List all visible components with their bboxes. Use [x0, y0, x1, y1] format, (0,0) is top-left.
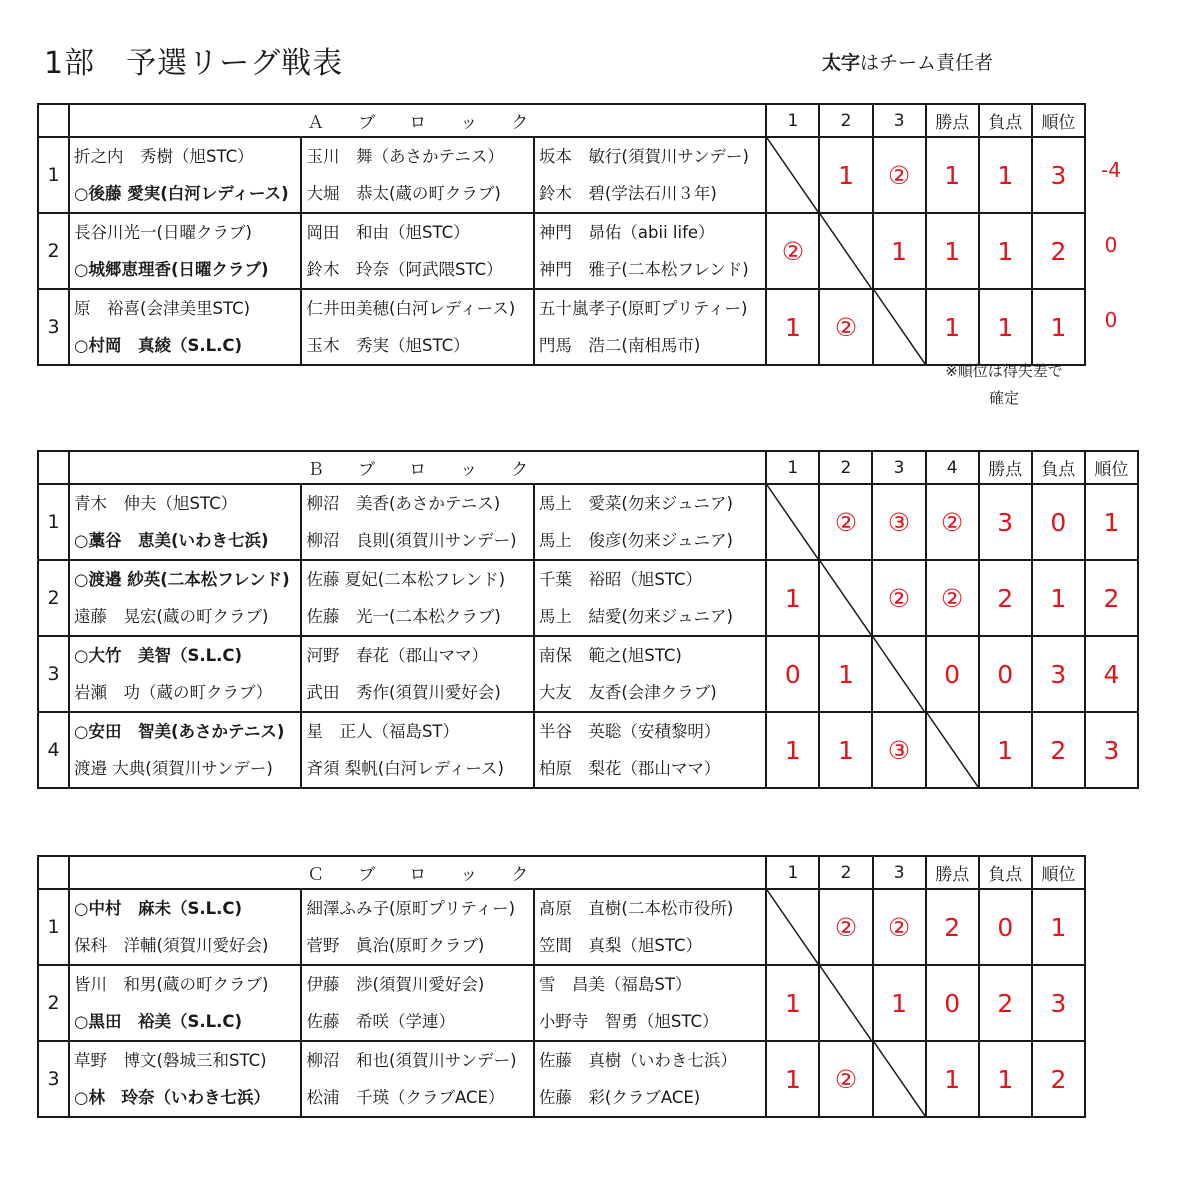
- player-name: 佐藤 真樹（いわき七浜）: [538, 1051, 737, 1070]
- score-cell: ②: [873, 889, 926, 965]
- pair-cell: [534, 712, 766, 788]
- self-match-diagonal: [873, 1041, 926, 1117]
- player-name: 雪 昌美（福島ST）: [538, 975, 692, 994]
- player-name: 長谷川光一(日曜クラブ): [74, 223, 252, 242]
- score-cell: 1: [819, 137, 872, 213]
- rank: 3: [1032, 965, 1085, 1041]
- loss-points: 1: [979, 289, 1032, 365]
- player-name: 皆川 和男(蔵の町クラブ): [74, 975, 269, 994]
- player-name: 馬上 結愛(勿来ジュニア): [538, 607, 733, 626]
- player-name: 五十嵐孝子(原町プリティー): [538, 299, 748, 318]
- win-points: 2: [926, 889, 979, 965]
- table-row: [38, 137, 1085, 213]
- score-cell: 1: [766, 965, 819, 1041]
- win-points: 1: [926, 289, 979, 365]
- block-name: Ａ ブ ロ ッ ク: [69, 104, 766, 137]
- player-name-captain: ○黒田 裕美（S.L.C): [74, 1012, 243, 1031]
- pair-cell: [301, 1041, 533, 1117]
- pair-cell: [534, 213, 766, 289]
- pair-cell: [301, 965, 533, 1041]
- player-name: 斉須 梨帆(白河レディース): [306, 759, 504, 778]
- player-name: 鈴木 碧(学法石川３年): [538, 184, 717, 203]
- self-match-diagonal: [766, 484, 819, 560]
- player-name: 菅野 眞治(原町クラブ): [306, 936, 485, 955]
- player-name: 柳沼 和也(須賀川サンデー): [306, 1051, 517, 1070]
- pair-cell: [301, 213, 533, 289]
- player-name: 河野 春花（郡山ママ）: [306, 646, 488, 665]
- legend-bold-text: 太字: [822, 52, 861, 74]
- player-name: 小野寺 智勇（旭STC）: [538, 1012, 719, 1031]
- score-cell: 1: [766, 712, 819, 788]
- pair-cell: [534, 889, 766, 965]
- rank: 2: [1032, 1041, 1085, 1117]
- header-col-2: 2: [819, 104, 872, 137]
- header-col-1: 1: [766, 451, 819, 484]
- self-match-diagonal: [873, 289, 926, 365]
- score-cell: ②: [819, 289, 872, 365]
- player-name-captain: ○大竹 美智（S.L.C): [74, 646, 243, 665]
- win-points: 0: [926, 965, 979, 1041]
- self-match-diagonal: [872, 636, 925, 712]
- rank: 2: [1085, 560, 1138, 636]
- table-row: [38, 560, 1138, 636]
- player-name: 細澤ふみ子(原町プリティー): [306, 899, 516, 918]
- rank: 4: [1085, 636, 1138, 712]
- player-name: 岡田 和由（旭STC）: [306, 223, 470, 242]
- self-match-diagonal: [766, 137, 819, 213]
- player-name: 玉川 舞（あさかテニス）: [306, 147, 504, 166]
- score-cell: 1: [873, 965, 926, 1041]
- loss-points: 2: [979, 965, 1032, 1041]
- player-name: 原 裕喜(会津美里STC): [74, 299, 251, 318]
- pair-cell: [534, 137, 766, 213]
- row-index: 2: [38, 213, 69, 289]
- row-index: 3: [38, 289, 69, 365]
- score-cell: 0: [926, 636, 979, 712]
- row-index: 2: [38, 560, 69, 636]
- player-name: 佐藤 希咲（学連）: [306, 1012, 455, 1031]
- player-name: 武田 秀作(須賀川愛好会): [306, 683, 501, 702]
- rank: 1: [1032, 889, 1085, 965]
- table-row: [38, 289, 1085, 365]
- table-row: [38, 636, 1138, 712]
- pair-cell: [301, 289, 533, 365]
- player-name: 半谷 英聡（安積黎明）: [538, 722, 721, 741]
- goal-difference: 0: [1104, 308, 1118, 332]
- loss-points: 0: [979, 889, 1032, 965]
- player-name-captain: ○中村 麻未（S.L.C): [74, 899, 243, 918]
- header-col-1: 1: [766, 856, 819, 889]
- row-index: 1: [38, 889, 69, 965]
- win-points: 2: [979, 560, 1032, 636]
- pair-cell: [69, 137, 301, 213]
- table-row: [38, 889, 1085, 965]
- block-b-table: [37, 450, 1139, 789]
- pair-cell: [301, 889, 533, 965]
- player-name: 玉木 秀実（旭STC）: [306, 336, 470, 355]
- player-name: 馬上 愛菜(勿来ジュニア): [538, 494, 733, 513]
- score-cell: 1: [819, 712, 872, 788]
- player-name-captain: ○林 玲奈（いわき七浜）: [74, 1088, 270, 1107]
- header-col-3: 3: [873, 104, 926, 137]
- block-c-table: [37, 855, 1086, 1118]
- player-name-captain: ○城郷恵理香(日曜クラブ): [74, 260, 269, 279]
- pair-cell: [69, 712, 301, 788]
- goal-difference: 0: [1104, 233, 1118, 257]
- score-cell: ③: [872, 484, 925, 560]
- score-cell: 1: [766, 1041, 819, 1117]
- player-name: 大友 友香(会津クラブ): [538, 683, 717, 702]
- score-cell: ②: [819, 1041, 872, 1117]
- pair-cell: [534, 1041, 766, 1117]
- header-col-4: 4: [926, 451, 979, 484]
- player-name: 柳沼 美香(あさかテニス): [306, 494, 501, 513]
- player-name: 岩瀬 功（蔵の町クラブ）: [74, 683, 273, 702]
- win-points: 0: [979, 636, 1032, 712]
- player-name-captain: ○後藤 愛実(白河レディース): [74, 184, 289, 203]
- player-name: 千葉 裕昭（旭STC）: [538, 570, 702, 589]
- block-name: Ｂ ブ ロ ッ ク: [69, 451, 766, 484]
- header-col-3: 3: [872, 451, 925, 484]
- pair-cell: [534, 965, 766, 1041]
- table-row: [38, 712, 1138, 788]
- header-loss-points: 負点: [979, 104, 1032, 137]
- score-cell: ②: [926, 484, 979, 560]
- score-cell: ②: [819, 484, 872, 560]
- player-name: 佐藤 彩(クラブACE): [538, 1088, 701, 1107]
- score-cell: 1: [819, 636, 872, 712]
- player-name: 大堀 恭太(蔵の町クラブ): [306, 184, 501, 203]
- header-rank: 順位: [1032, 104, 1085, 137]
- header-col-2: 2: [819, 451, 872, 484]
- self-match-diagonal: [766, 889, 819, 965]
- pair-cell: [301, 636, 533, 712]
- header-win-points: 勝点: [926, 104, 979, 137]
- pair-cell: [69, 213, 301, 289]
- table-row: [38, 1041, 1085, 1117]
- rank: 1: [1085, 484, 1138, 560]
- player-name: 門馬 浩二(南相馬市): [538, 336, 701, 355]
- pair-cell: [301, 484, 533, 560]
- self-match-diagonal: [819, 560, 872, 636]
- header-win-points: 勝点: [926, 856, 979, 889]
- pair-cell: [69, 560, 301, 636]
- score-cell: 1: [766, 289, 819, 365]
- player-name: 神門 昴佑（abii life）: [538, 223, 715, 242]
- rank: 2: [1032, 213, 1085, 289]
- loss-points: 1: [979, 1041, 1032, 1117]
- player-name: 青木 伸夫（旭STC）: [74, 494, 238, 513]
- header-rank: 順位: [1032, 856, 1085, 889]
- table-row: [38, 965, 1085, 1041]
- pair-cell: [301, 560, 533, 636]
- pair-cell: [534, 636, 766, 712]
- player-name: 笠間 真梨（旭STC）: [538, 936, 703, 955]
- pair-cell: [301, 712, 533, 788]
- player-name: 松浦 千瑛（クラブACE）: [306, 1088, 505, 1107]
- player-name-captain: ○村岡 真綾（S.L.C): [74, 336, 243, 355]
- row-index: 4: [38, 712, 69, 788]
- player-name: 仁井田美穂(白河レディース): [306, 299, 516, 318]
- loss-points: 2: [1032, 712, 1085, 788]
- player-name: 坂本 敏行(須賀川サンデー): [538, 147, 749, 166]
- goal-difference: -4: [1101, 158, 1121, 182]
- player-name: 佐藤 光一(二本松クラブ): [306, 607, 501, 626]
- page-title: 1部 予選リーグ戦表: [44, 46, 344, 81]
- header-col-1: 1: [766, 104, 819, 137]
- player-name: 遠藤 晃宏(蔵の町クラブ): [74, 607, 269, 626]
- score-cell: ②: [872, 560, 925, 636]
- pair-cell: [534, 289, 766, 365]
- loss-points: 3: [1032, 636, 1085, 712]
- pair-cell: [69, 636, 301, 712]
- header-rank: 順位: [1085, 451, 1138, 484]
- player-name: 柳沼 良則(須賀川サンデー): [306, 531, 517, 550]
- ranking-note: [924, 358, 1084, 412]
- row-index: 3: [38, 1041, 69, 1117]
- player-name: 渡邉 大典(須賀川サンデー): [74, 759, 273, 778]
- player-name: 南保 範之(旭STC): [538, 646, 682, 665]
- win-points: 1: [926, 213, 979, 289]
- win-points: 3: [979, 484, 1032, 560]
- header-loss-points: 負点: [1032, 451, 1085, 484]
- win-points: 1: [926, 137, 979, 213]
- player-name: 佐藤 夏妃(二本松フレンド): [306, 570, 505, 589]
- player-name: 髙原 直樹(二本松市役所): [538, 899, 734, 918]
- table-row: [38, 213, 1085, 289]
- legend-text: はチーム責任者: [860, 52, 994, 74]
- header-col-3: 3: [873, 856, 926, 889]
- win-points: 1: [979, 712, 1032, 788]
- score-cell: ③: [872, 712, 925, 788]
- score-cell: ②: [873, 137, 926, 213]
- player-name-captain: ○安田 智美(あさかテニス): [74, 722, 285, 741]
- loss-points: 1: [979, 137, 1032, 213]
- pair-cell: [69, 965, 301, 1041]
- player-name: 折之内 秀樹（旭STC）: [74, 147, 254, 166]
- score-cell: ②: [766, 213, 819, 289]
- player-name: 草野 博文(磐城三和STC): [74, 1051, 267, 1070]
- score-cell: ②: [819, 889, 872, 965]
- score-cell: 1: [873, 213, 926, 289]
- score-cell: 1: [766, 560, 819, 636]
- pair-cell: [534, 484, 766, 560]
- score-cell: ②: [926, 560, 979, 636]
- player-name: 鈴木 玲奈（阿武隈STC）: [306, 260, 503, 279]
- note-line: ※順位は得失差で: [945, 362, 1063, 380]
- pair-cell: [69, 484, 301, 560]
- header-loss-points: 負点: [979, 856, 1032, 889]
- block-name: Ｃ ブ ロ ッ ク: [69, 856, 766, 889]
- header-win-points: 勝点: [979, 451, 1032, 484]
- pair-cell: [69, 1041, 301, 1117]
- self-match-diagonal: [819, 965, 872, 1041]
- note-line: 確定: [988, 389, 1019, 407]
- player-name-captain: ○渡邉 紗英(二本松フレンド): [74, 570, 290, 589]
- pair-cell: [534, 560, 766, 636]
- block-a-table: [37, 103, 1086, 366]
- pair-cell: [69, 889, 301, 965]
- pair-cell: [69, 289, 301, 365]
- player-name: 保科 洋輔(須賀川愛好会): [74, 936, 269, 955]
- player-name-captain: ○藁谷 恵美(いわき七浜): [74, 531, 269, 550]
- player-name: 神門 雅子(二本松フレンド): [538, 260, 749, 279]
- player-name: 馬上 俊彦(勿来ジュニア): [538, 531, 733, 550]
- rank: 1: [1032, 289, 1085, 365]
- rank: 3: [1032, 137, 1085, 213]
- loss-points: 1: [979, 213, 1032, 289]
- loss-points: 1: [1032, 560, 1085, 636]
- score-cell: 0: [766, 636, 819, 712]
- row-index: 2: [38, 965, 69, 1041]
- pair-cell: [301, 137, 533, 213]
- self-match-diagonal: [926, 712, 979, 788]
- row-index: 1: [38, 137, 69, 213]
- player-name: 伊藤 渉(須賀川愛好会): [306, 975, 485, 994]
- self-match-diagonal: [819, 213, 872, 289]
- legend: [822, 48, 993, 75]
- row-index: 3: [38, 636, 69, 712]
- loss-points: 0: [1032, 484, 1085, 560]
- player-name: 柏原 梨花（郡山ママ）: [538, 759, 721, 778]
- player-name: 星 正人（福島ST）: [306, 722, 460, 741]
- win-points: 1: [926, 1041, 979, 1117]
- table-row: [38, 484, 1138, 560]
- rank: 3: [1085, 712, 1138, 788]
- row-index: 1: [38, 484, 69, 560]
- header-col-2: 2: [819, 856, 872, 889]
